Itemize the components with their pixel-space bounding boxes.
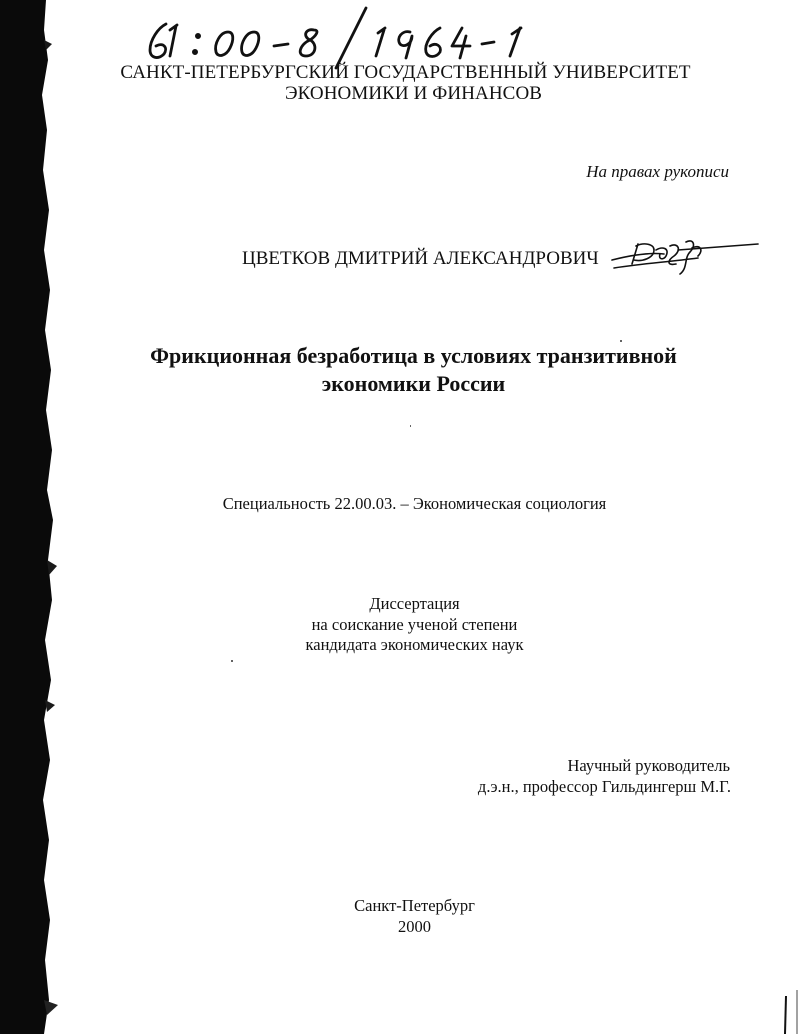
city: Санкт-Петербург — [354, 896, 475, 915]
degree-name: кандидата экономических наук — [305, 635, 524, 654]
degree-purpose: на соискание ученой степени — [311, 615, 518, 634]
author-signature — [608, 228, 768, 278]
scan-speck — [410, 425, 411, 427]
manuscript-rights-note: На правах рукописи — [586, 162, 729, 181]
scan-binding-edge — [0, 0, 60, 1034]
dissertation-label: Диссертация — [369, 594, 460, 613]
scan-speck — [231, 660, 233, 662]
supervisor-name: д.э.н., профессор Гильдингерш М.Г. — [477, 777, 731, 796]
university-name-line-2: ЭКОНОМИКИ И ФИНАНСОВ — [284, 83, 543, 104]
specialty-line: Специальность 22.00.03. – Экономическая социология — [222, 494, 607, 513]
dissertation-title-line-2: экономики России — [321, 371, 506, 396]
supervisor-label: Научный руководитель — [567, 756, 730, 775]
author-name: ЦВЕТКОВ ДМИТРИЙ АЛЕКСАНДРОВИЧ — [242, 248, 599, 269]
dissertation-title-line-1: Фрикционная безработица в условиях транзитивной — [150, 343, 677, 368]
handwritten-archive-code — [140, 2, 540, 70]
university-name-line-1: САНКТ-ПЕТЕРБУРГСКИЙ ГОСУДАРСТВЕННЫЙ УНИВЕРСИТЕТ — [120, 62, 691, 83]
year: 2000 — [398, 917, 431, 936]
scan-right-edge-marks — [759, 0, 799, 1034]
scan-speck — [620, 340, 622, 342]
